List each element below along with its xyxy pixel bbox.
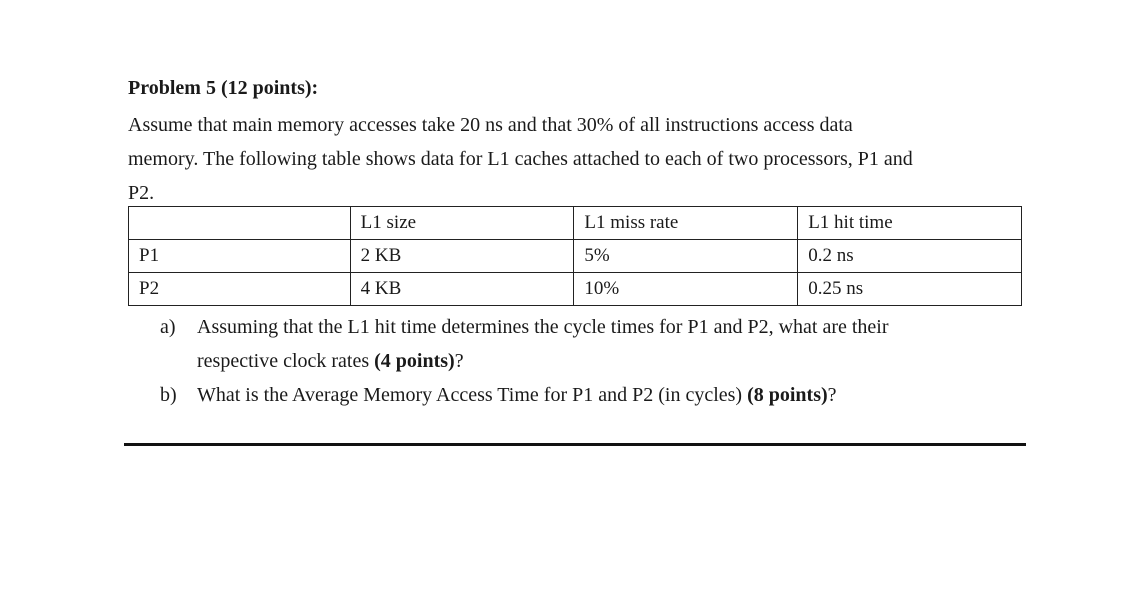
question-a [160, 310, 1020, 378]
question-text-line: Assuming that the L1 hit time determines the cycle times for P1 and P2, what are their [197, 316, 889, 338]
table-header-cell [129, 207, 351, 240]
question-label: b) [160, 384, 177, 406]
table-cell: 4 KB [350, 273, 574, 306]
table-cell: 10% [574, 273, 798, 306]
table-header-cell: L1 size [350, 207, 574, 240]
problem-title: Problem 5 (12 points): [128, 77, 319, 99]
question-label: a) [160, 316, 176, 338]
horizontal-rule [124, 443, 1026, 446]
table-cell: 0.25 ns [798, 273, 1022, 306]
table-cell: 0.2 ns [798, 240, 1022, 273]
table-row [129, 240, 1022, 273]
cache-data-table [128, 206, 1022, 306]
points-label: (8 points) [747, 384, 828, 406]
table-cell: P2 [129, 273, 351, 306]
intro-line: memory. The following table shows data for L1 caches attached to each of two processors, P1 and [128, 148, 913, 170]
question-list [160, 310, 1020, 412]
intro-line: Assume that main memory accesses take 20 ns and that 30% of all instructions access data [128, 114, 853, 136]
table-header-cell: L1 miss rate [574, 207, 798, 240]
question-text: What is the Average Memory Access Time for P1 and P2 (in cycles) [197, 384, 748, 406]
question-text: ? [827, 384, 837, 406]
table-row [129, 273, 1022, 306]
question-text-line [197, 344, 1020, 378]
question-b [160, 378, 1020, 412]
intro-line: P2. [128, 182, 155, 204]
problem-intro [128, 108, 1028, 210]
table-header-row [129, 207, 1022, 240]
question-text: respective clock rates [197, 350, 375, 372]
question-text: ? [454, 350, 464, 372]
question-text-line [197, 378, 1020, 412]
table-header-cell: L1 hit time [798, 207, 1022, 240]
table-cell: 5% [574, 240, 798, 273]
points-label: (4 points) [374, 350, 455, 372]
table-cell: 2 KB [350, 240, 574, 273]
table-cell: P1 [129, 240, 351, 273]
